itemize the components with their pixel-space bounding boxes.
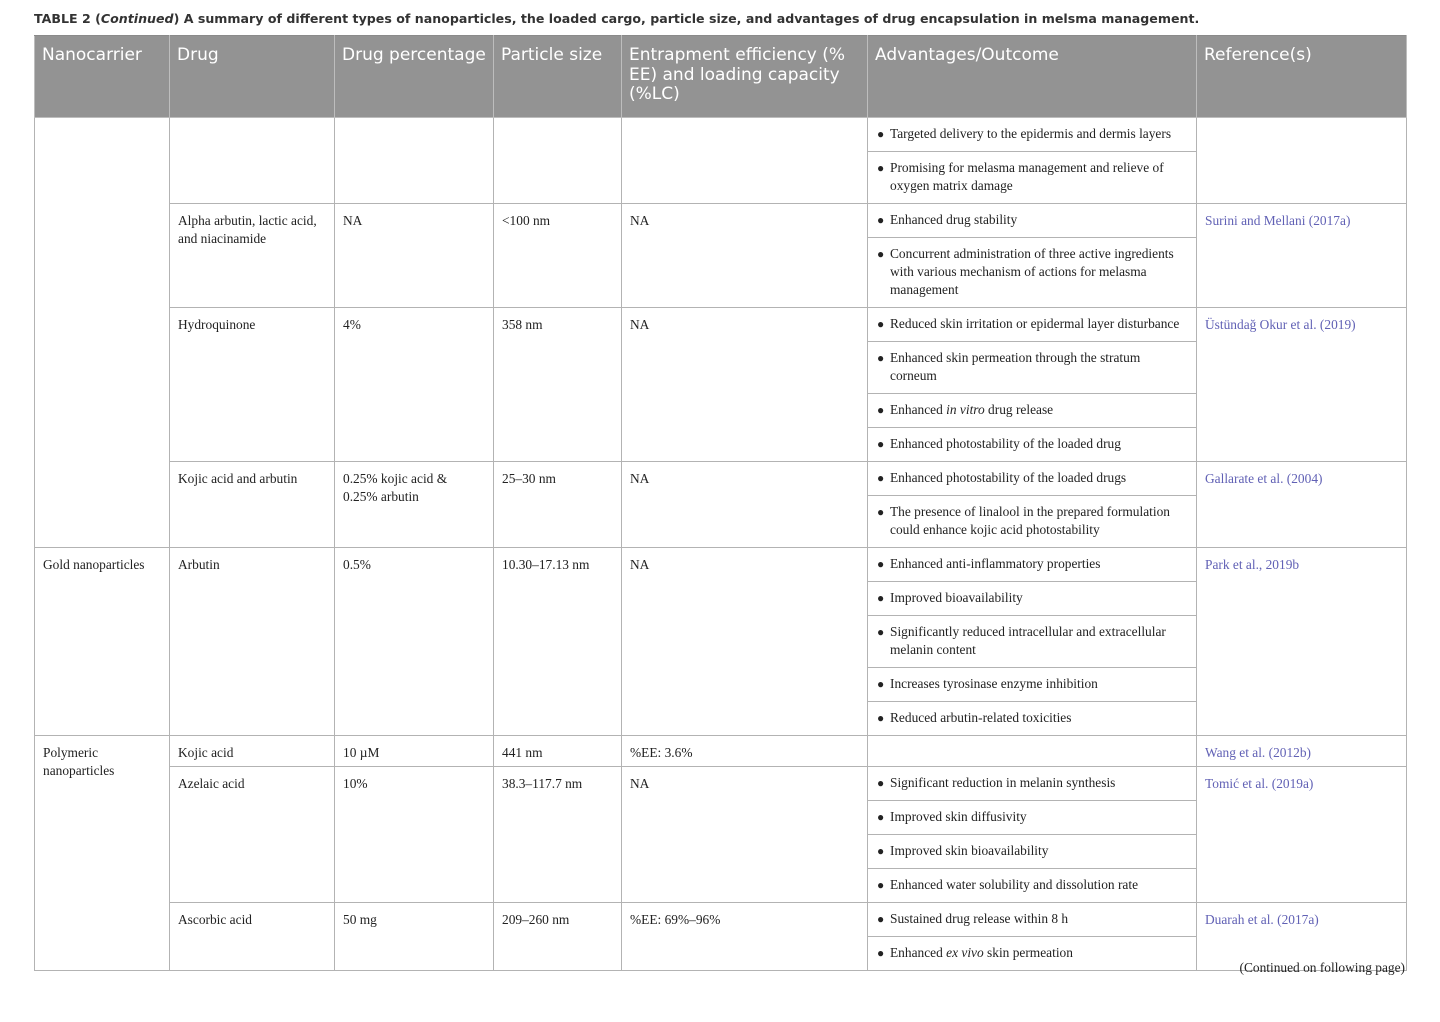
ee-cell: NA [622, 308, 868, 462]
advantage-item: ● Concurrent administration of three active ingredients with various mechanism of actions for melasma management [868, 237, 1196, 307]
table-row [35, 903, 1407, 971]
table-row [35, 548, 1407, 736]
reference-link[interactable]: Tomić et al. (2019a) [1197, 767, 1407, 903]
caption-label: TABLE 2 ( [34, 11, 101, 26]
bullet-icon: ● [877, 677, 885, 691]
size-cell: 25–30 nm [494, 462, 622, 548]
advantage-item: ● Significantly reduced intracellular and extracellular melanin content [868, 615, 1196, 667]
advantage-item: ● Increases tyrosinase enzyme inhibition [868, 667, 1196, 701]
pct-cell: 10% [335, 767, 494, 903]
ee-cell: NA [622, 462, 868, 548]
pct-cell: 10 µM [335, 736, 494, 767]
drug-cell: Hydroquinone [170, 308, 335, 462]
advantage-item: ● Enhanced skin permeation through the stratum corneum [868, 341, 1196, 393]
advantage-item: ● Promising for melasma management and relieve of oxygen matrix damage [868, 151, 1196, 203]
size-cell: 38.3–117.7 nm [494, 767, 622, 903]
drug-cell: Arbutin [170, 548, 335, 736]
drug-cell [170, 118, 335, 204]
ee-cell: NA [622, 548, 868, 736]
advantages-cell [868, 903, 1197, 971]
drug-cell: Alpha arbutin, lactic acid, and niacinamide [170, 204, 335, 308]
advantage-item: ● Enhanced photostability of the loaded drug [868, 427, 1196, 461]
reference-link[interactable]: Gallarate et al. (2004) [1197, 462, 1407, 548]
drug-cell: Kojic acid and arbutin [170, 462, 335, 548]
carrier-cell: Polymeric nanoparticles [35, 736, 170, 971]
header-references: Reference(s) [1197, 36, 1407, 118]
advantage-item: ● Enhanced water solubility and dissolution rate [868, 868, 1196, 902]
bullet-icon: ● [877, 776, 885, 790]
ee-cell: %EE: 69%–96% [622, 903, 868, 971]
bullet-icon: ● [877, 878, 885, 892]
header-entrapment-efficiency: Entrapment efficiency (% EE) and loading capacity (%LC) [622, 36, 868, 118]
advantage-item: ● Reduced skin irritation or epidermal layer disturbance [877, 316, 1180, 331]
header-drug: Drug [170, 36, 335, 118]
reference-link[interactable]: Park et al., 2019b [1197, 548, 1407, 736]
table-row [35, 736, 1407, 767]
table-row [35, 118, 1407, 204]
table-row [35, 308, 1407, 462]
table-row [35, 462, 1407, 548]
advantage-item: ● Significant reduction in melanin synthesis [877, 775, 1116, 790]
pct-cell: 4% [335, 308, 494, 462]
header-drug-percentage: Drug percentage [335, 36, 494, 118]
bullet-icon: ● [877, 437, 885, 451]
advantage-item: ● Enhanced drug stability [877, 212, 1018, 227]
drug-cell: Kojic acid [170, 736, 335, 767]
advantages-cell [868, 308, 1197, 462]
carrier-cell: Gold nanoparticles [35, 548, 170, 736]
table-row [35, 204, 1407, 308]
advantage-item: ● Enhanced in vitro drug release [868, 393, 1196, 427]
ee-cell: NA [622, 204, 868, 308]
caption-text: ) A summary of different types of nanoparticles, the loaded cargo, particle size, and advantages of drug encapsulation in melsma management. [173, 11, 1200, 26]
reference-link[interactable]: Üstündağ Okur et al. (2019) [1197, 308, 1407, 462]
size-cell: 358 nm [494, 308, 622, 462]
pct-cell: 50 mg [335, 903, 494, 971]
pct-cell [335, 118, 494, 204]
bullet-icon: ● [877, 247, 885, 261]
advantages-cell [868, 548, 1197, 736]
nanoparticle-table [34, 35, 1407, 971]
pct-cell: 0.5% [335, 548, 494, 736]
bullet-icon: ● [877, 810, 885, 824]
bullet-icon: ● [877, 403, 885, 417]
ee-cell: %EE: 3.6% [622, 736, 868, 767]
pct-cell: 0.25% kojic acid & 0.25% arbutin [335, 462, 494, 548]
size-cell: 209–260 nm [494, 903, 622, 971]
size-cell: <100 nm [494, 204, 622, 308]
caption-continued: Continued [100, 11, 174, 26]
bullet-icon: ● [877, 557, 885, 571]
header-advantages: Advantages/Outcome [868, 36, 1197, 118]
size-cell: 10.30–17.13 nm [494, 548, 622, 736]
advantages-cell [868, 736, 1197, 767]
advantages-cell [868, 767, 1197, 903]
carrier-cell [35, 118, 170, 548]
header-nanocarrier: Nanocarrier [35, 36, 170, 118]
bullet-icon: ● [877, 625, 885, 639]
advantage-item: ● The presence of linalool in the prepared formulation could enhance kojic acid photostability [868, 495, 1196, 547]
bullet-icon: ● [877, 912, 885, 926]
advantage-item: ● Sustained drug release within 8 h [877, 911, 1069, 926]
pct-cell: NA [335, 204, 494, 308]
bullet-icon: ● [877, 711, 885, 725]
bullet-icon: ● [877, 844, 885, 858]
drug-cell: Azelaic acid [170, 767, 335, 903]
table-caption [34, 11, 1414, 26]
ee-cell [622, 118, 868, 204]
bullet-icon: ● [877, 351, 885, 365]
bullet-icon: ● [877, 317, 885, 331]
advantage-item: ● Targeted delivery to the epidermis and dermis layers [877, 126, 1172, 141]
advantages-cell [868, 462, 1197, 548]
bullet-icon: ● [877, 161, 885, 175]
header-particle-size: Particle size [494, 36, 622, 118]
size-cell: 441 nm [494, 736, 622, 767]
header-row [35, 36, 1407, 118]
bullet-icon: ● [877, 213, 885, 227]
advantage-item: ● Reduced arbutin-related toxicities [868, 701, 1196, 735]
advantage-item: ● Enhanced anti-inflammatory properties [877, 556, 1101, 571]
reference-link[interactable]: Wang et al. (2012b) [1197, 736, 1407, 767]
size-cell [494, 118, 622, 204]
advantages-cell [868, 204, 1197, 308]
bullet-icon: ● [877, 946, 885, 960]
advantage-item: ● Enhanced photostability of the loaded drugs [877, 470, 1127, 485]
reference-link[interactable]: Surini and Mellani (2017a) [1197, 204, 1407, 308]
advantage-item: ● Enhanced ex vivo skin permeation [868, 936, 1196, 970]
drug-cell: Ascorbic acid [170, 903, 335, 971]
bullet-icon: ● [877, 471, 885, 485]
bullet-icon: ● [877, 505, 885, 519]
advantage-item: ● Improved skin bioavailability [868, 834, 1196, 868]
bullet-icon: ● [877, 591, 885, 605]
bullet-icon: ● [877, 127, 885, 141]
advantage-item: ● Improved skin diffusivity [868, 800, 1196, 834]
table-row [35, 767, 1407, 903]
advantages-cell [868, 118, 1197, 204]
reference-link[interactable]: Duarah et al. (2017a) [1197, 903, 1407, 971]
ee-cell: NA [622, 767, 868, 903]
reference-link[interactable] [1197, 118, 1407, 204]
advantage-item: ● Improved bioavailability [868, 581, 1196, 615]
continued-footer: (Continued on following page) [1239, 960, 1405, 975]
